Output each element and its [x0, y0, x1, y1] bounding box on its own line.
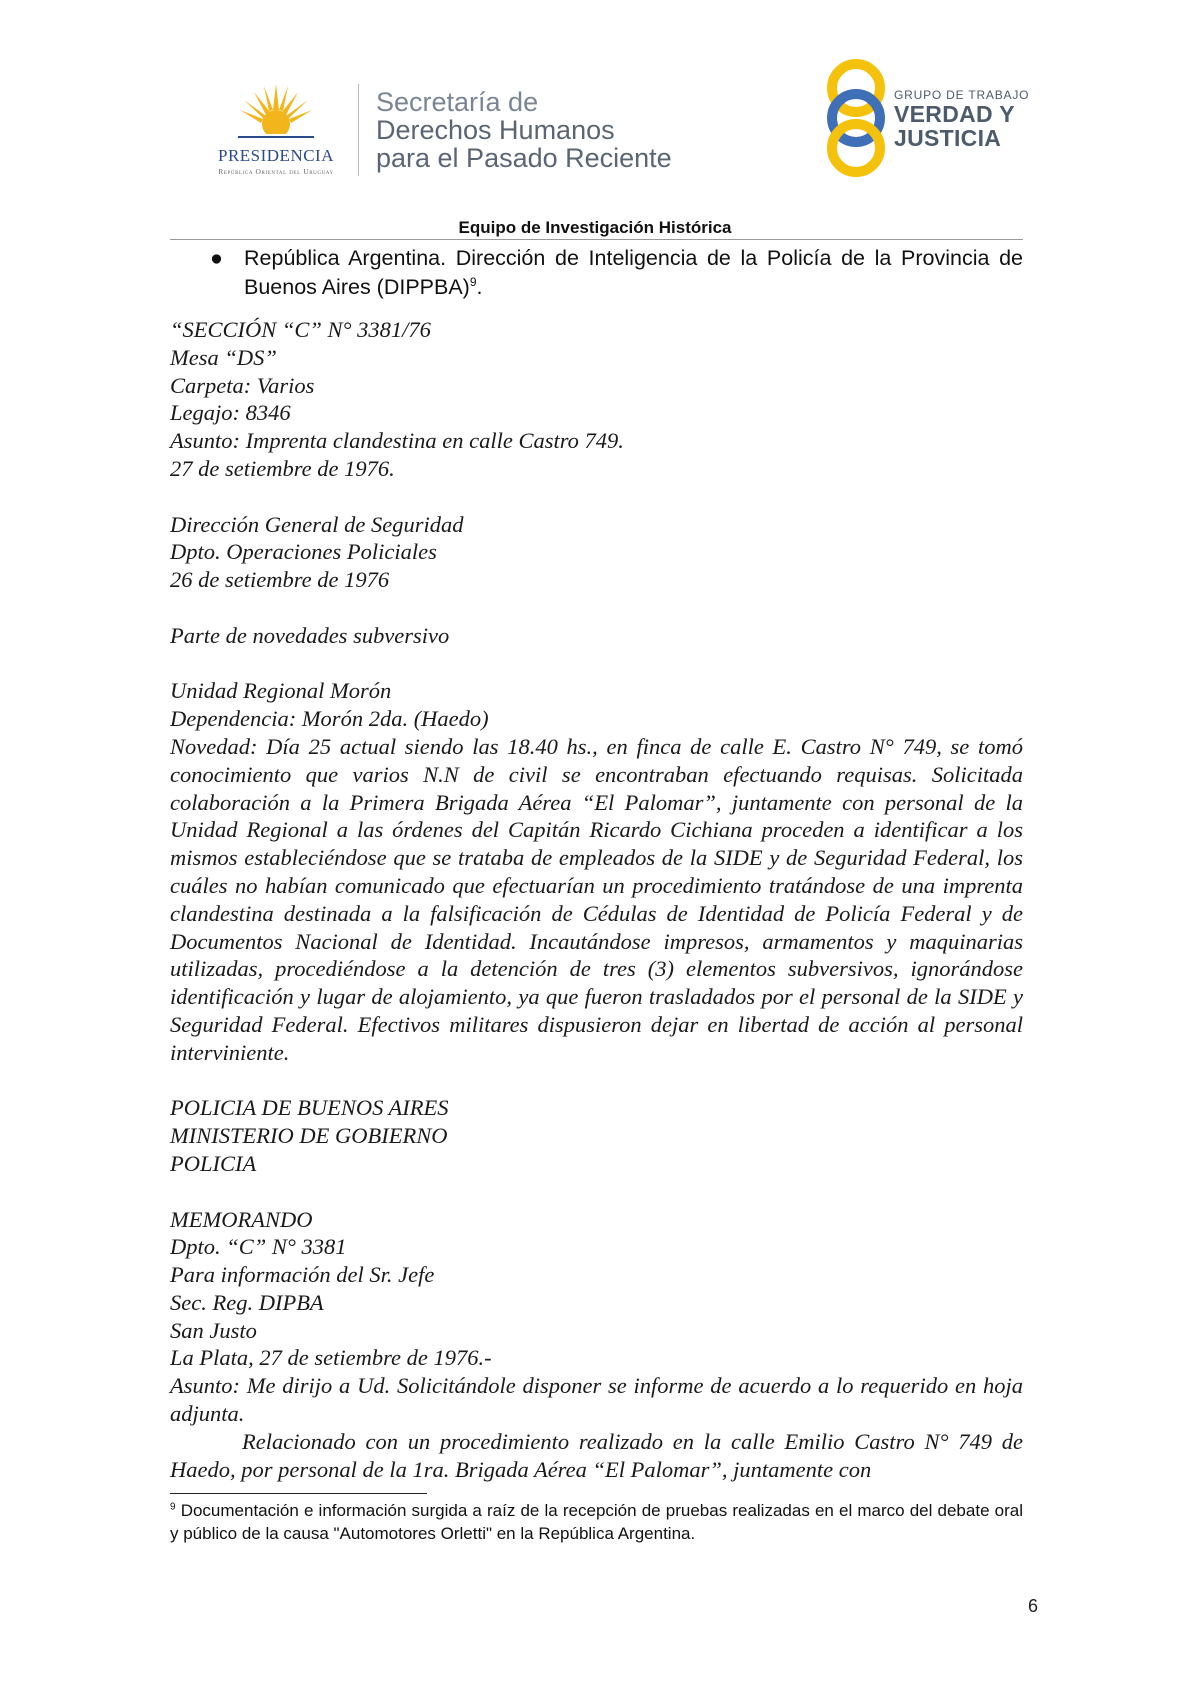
bullet-text: República Argentina. Dirección de Inteligencia de la Policía de la Provincia de Buenos Aires (DIPPBA) [244, 246, 1023, 299]
grupo-trabajo-logo [822, 56, 1042, 180]
grupo-line-1: GRUPO DE TRABAJO [894, 88, 1030, 102]
presidencia-logo [196, 76, 356, 176]
secretaria-line-3: para el Pasado Reciente [376, 143, 672, 173]
relacionado-paragraph: Relacionado con un procedimiento realizado en la calle Emilio Castro N° 749 de Haedo, por personal de la 1ra. Brigada Aérea “El Palomar”, juntamente con [170, 1428, 1023, 1482]
departamento-line: Dpto. Operaciones Policiales [170, 539, 437, 565]
bullet-period: . [476, 275, 483, 299]
grupo-trabajo-text [894, 88, 1029, 150]
presidencia-wordmark: PRESIDENCIA [217, 146, 334, 165]
la-plata-date-line: La Plata, 27 de setiembre de 1976.- [170, 1345, 492, 1371]
page-header [0, 0, 1190, 237]
parte-line: Parte de novedades subversivo [170, 622, 450, 648]
para-info-line: Para información del Sr. Jefe [170, 1262, 435, 1288]
footnote-text: Documentación e información surgida a raíz de la recepción de pruebas realizadas en el marco del debate oral y público de la causa "Automotores Orletti" en la República Argentina. [170, 1501, 1023, 1543]
dependencia-line: Dependencia: Morón 2da. (Haedo) [170, 706, 489, 732]
logo-divider [358, 84, 359, 176]
header-divider [170, 239, 1023, 240]
date-line: 27 de setiembre de 1976. [170, 455, 395, 481]
policia-line: POLICIA [170, 1150, 257, 1176]
bullet-text-block [244, 244, 1023, 302]
linked-rings-icon [822, 56, 892, 180]
direccion-line: Dirección General de Seguridad [170, 511, 464, 537]
sec-reg-line: Sec. Reg. DIPBA [170, 1289, 324, 1315]
asunto-paragraph: Asunto: Me dirijo a Ud. Solicitándole disponer se informe de acuerdo a lo requerido en hoja adjunta. [170, 1373, 1023, 1427]
grupo-line-2: VERDAD Y [894, 101, 1015, 127]
spacer [170, 1178, 1023, 1206]
footnote-divider [170, 1493, 427, 1494]
asunto-line: Asunto: Imprenta clandestina en calle Castro 749. [170, 428, 624, 454]
spacer [170, 1067, 1023, 1095]
bullet-item [170, 244, 1023, 302]
secretaria-logo-text [376, 88, 672, 172]
page-number: 6 [1027, 1596, 1038, 1616]
date-line: 26 de setiembre de 1976 [170, 567, 390, 593]
novedad-paragraph: Novedad: Día 25 actual siendo las 18.40 hs., en finca de calle E. Castro N° 749, se tomó conocimiento que varios N.N de civil se encontraban efectuando requisas. Solicitada colaboración a la Primera Brigada Aérea “El Palomar”, juntamente con personal de la Unidad Regional a las órdenes del Capitán Ricardo Cichiana proceden a identificar a los mismos estableciéndose que se trataba de empleados de la SIDE y de Seguridad Federal, los cuáles no habían comunicado que efectuarían un procedimiento tratándose de una imprenta clandestina destinada a la falsificación de Cédulas de Identidad de Policía Federal y de Documentos Nacional de Identidad. Incautándose impresos, armamentos y maquinarias utilizadas, procediéndose a la detención de tres (3) elementos subversivos, ignorándose identificación y lugar de alojamiento, ya que fueron trasladados por el personal de la SIDE y Seguridad Federal. Efectivos militares dispusieron dejar en libertad de acción al personal interviniente. [170, 733, 1023, 1065]
policia-ba-line: POLICIA DE BUENOS AIRES [170, 1095, 449, 1121]
mesa-line: Mesa “DS” [170, 344, 277, 370]
legajo-line: Legajo: 8346 [170, 400, 291, 426]
footnote-number: 9 [170, 1501, 176, 1513]
san-justo-line: San Justo [170, 1317, 257, 1343]
section-ref-line: “SECCIÓN “C” N° 3381/76 [170, 317, 431, 342]
bullet-icon: ● [210, 246, 223, 270]
spacer [170, 483, 1023, 511]
sun-emblem-icon [236, 76, 316, 156]
footnote-reference[interactable]: 9 [469, 274, 477, 289]
ministerio-line: MINISTERIO DE GOBIERNO [170, 1123, 448, 1149]
footnote [170, 1500, 1023, 1545]
presidencia-subtitle: República Oriental del Uruguay [218, 167, 334, 176]
dpto-line: Dpto. “C” N° 3381 [170, 1234, 347, 1260]
memorando-line: MEMORANDO [170, 1206, 313, 1232]
spacer [170, 650, 1023, 678]
secretaria-line-1: Secretaría de [376, 87, 539, 117]
carpeta-line: Carpeta: Varios [170, 372, 315, 398]
grupo-line-3: JUSTICIA [894, 125, 1002, 151]
unidad-line: Unidad Regional Morón [170, 678, 392, 704]
spacer [170, 594, 1023, 622]
header-subtitle: Equipo de Investigación Histórica [458, 218, 732, 237]
secretaria-line-2: Derechos Humanos [376, 115, 615, 145]
document-body [170, 316, 1023, 1483]
